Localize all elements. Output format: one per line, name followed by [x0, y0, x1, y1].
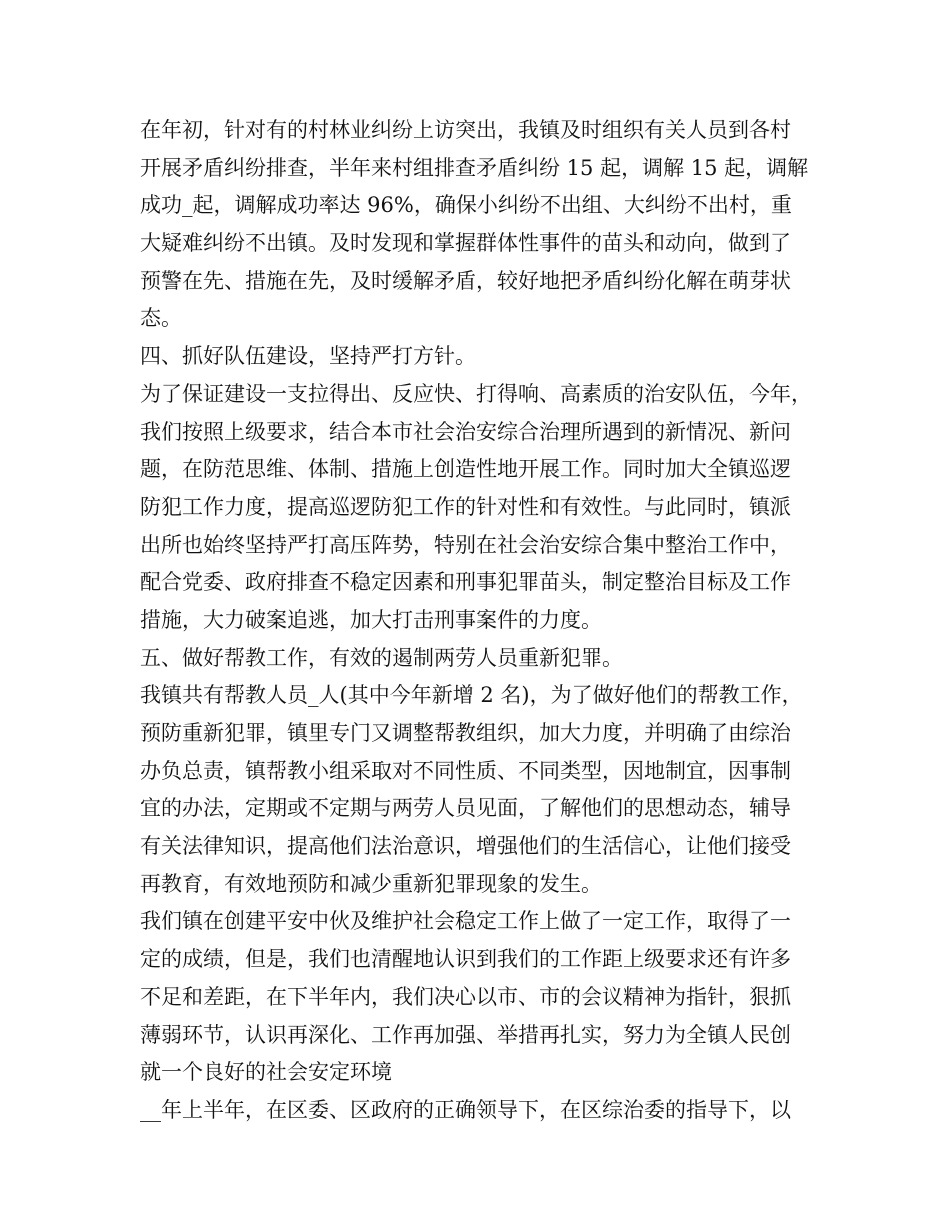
text-line: 态。	[140, 306, 182, 331]
text-line: 开展矛盾纠纷排查，半年来村组排查矛盾纠纷 15 起，调解 15 起，调解	[140, 155, 809, 180]
text-line: 我镇共有帮教人员_人(其中今年新增 2 名)，为了做好他们的帮教工作，	[140, 683, 803, 708]
text-line: 预防重新犯罪，镇里专门又调整帮教组织，加大力度，并明确了由综治	[140, 721, 791, 745]
text-line: 就一个良好的社会安定环境	[140, 1060, 392, 1085]
text-line: 成功_起，调解成功率达 96%，确保小纠纷不出组、大纠纷不出村，重	[140, 193, 792, 218]
text-line: 配合党委、政府排查不稳定因素和刑事犯罪苗头，制定整治目标及工作	[140, 570, 791, 595]
text-line: __年上半年，在区委、区政府的正确领导下，在区综治委的指导下，以	[140, 1097, 791, 1122]
text-line: 在年初，针对有的村林业纠纷上访突出，我镇及时组织有关人员到各村	[140, 118, 791, 142]
text-line: 预警在先、措施在先，及时缓解矛盾，较好地把矛盾纠纷化解在萌芽状	[140, 268, 791, 293]
text-line: 防犯工作力度，提高巡逻防犯工作的针对性和有效性。与此同时，镇派	[140, 494, 791, 519]
section-heading: 五、做好帮教工作，有效的遏制两劳人员重新犯罪。	[140, 645, 623, 670]
text-line: 再教育，有效地预防和减少重新犯罪现象的发生。	[140, 871, 602, 896]
text-line: 不足和差距，在下半年内，我们决心以市、市的会议精神为指针，狠抓	[140, 984, 791, 1009]
section-heading: 四、抓好队伍建设，坚持严打方针。	[140, 344, 476, 369]
text-line: 题，在防范思维、体制、措施上创造性地开展工作。同时加大全镇巡逻	[140, 457, 791, 482]
text-line: 出所也始终坚持严打高压阵势，特别在社会治安综合集中整治工作中，	[140, 532, 791, 557]
text-line: 宜的办法，定期或不定期与两劳人员见面，了解他们的思想动态，辅导	[140, 796, 791, 821]
text-line: 薄弱环节，认识再深化、工作再加强、举措再扎实，努力为全镇人民创	[140, 1022, 791, 1047]
text-line: 我们按照上级要求，结合本市社会治安综合治理所遇到的新情况、新问	[140, 419, 791, 444]
text-line: 定的成绩，但是，我们也清醒地认识到我们的工作距上级要求还有许多	[140, 947, 791, 972]
document-body	[140, 112, 820, 1130]
text-line: 措施，大力破案追逃，加大打击刑事案件的力度。	[140, 607, 602, 632]
text-line: 大疑难纠纷不出镇。及时发现和掌握群体性事件的苗头和动向，做到了	[140, 231, 791, 256]
text-line: 办负总责，镇帮教小组采取对不同性质、不同类型，因地制宜，因事制	[140, 758, 791, 783]
text-line: 我们镇在创建平安中伙及维护社会稳定工作上做了一定工作，取得了一	[140, 909, 791, 934]
text-line: 有关法律知识，提高他们法治意识，增强他们的生活信心，让他们接受	[140, 834, 791, 859]
text-line: 为了保证建设一支拉得出、反应快、打得响、高素质的治安队伍，今年，	[140, 381, 812, 406]
